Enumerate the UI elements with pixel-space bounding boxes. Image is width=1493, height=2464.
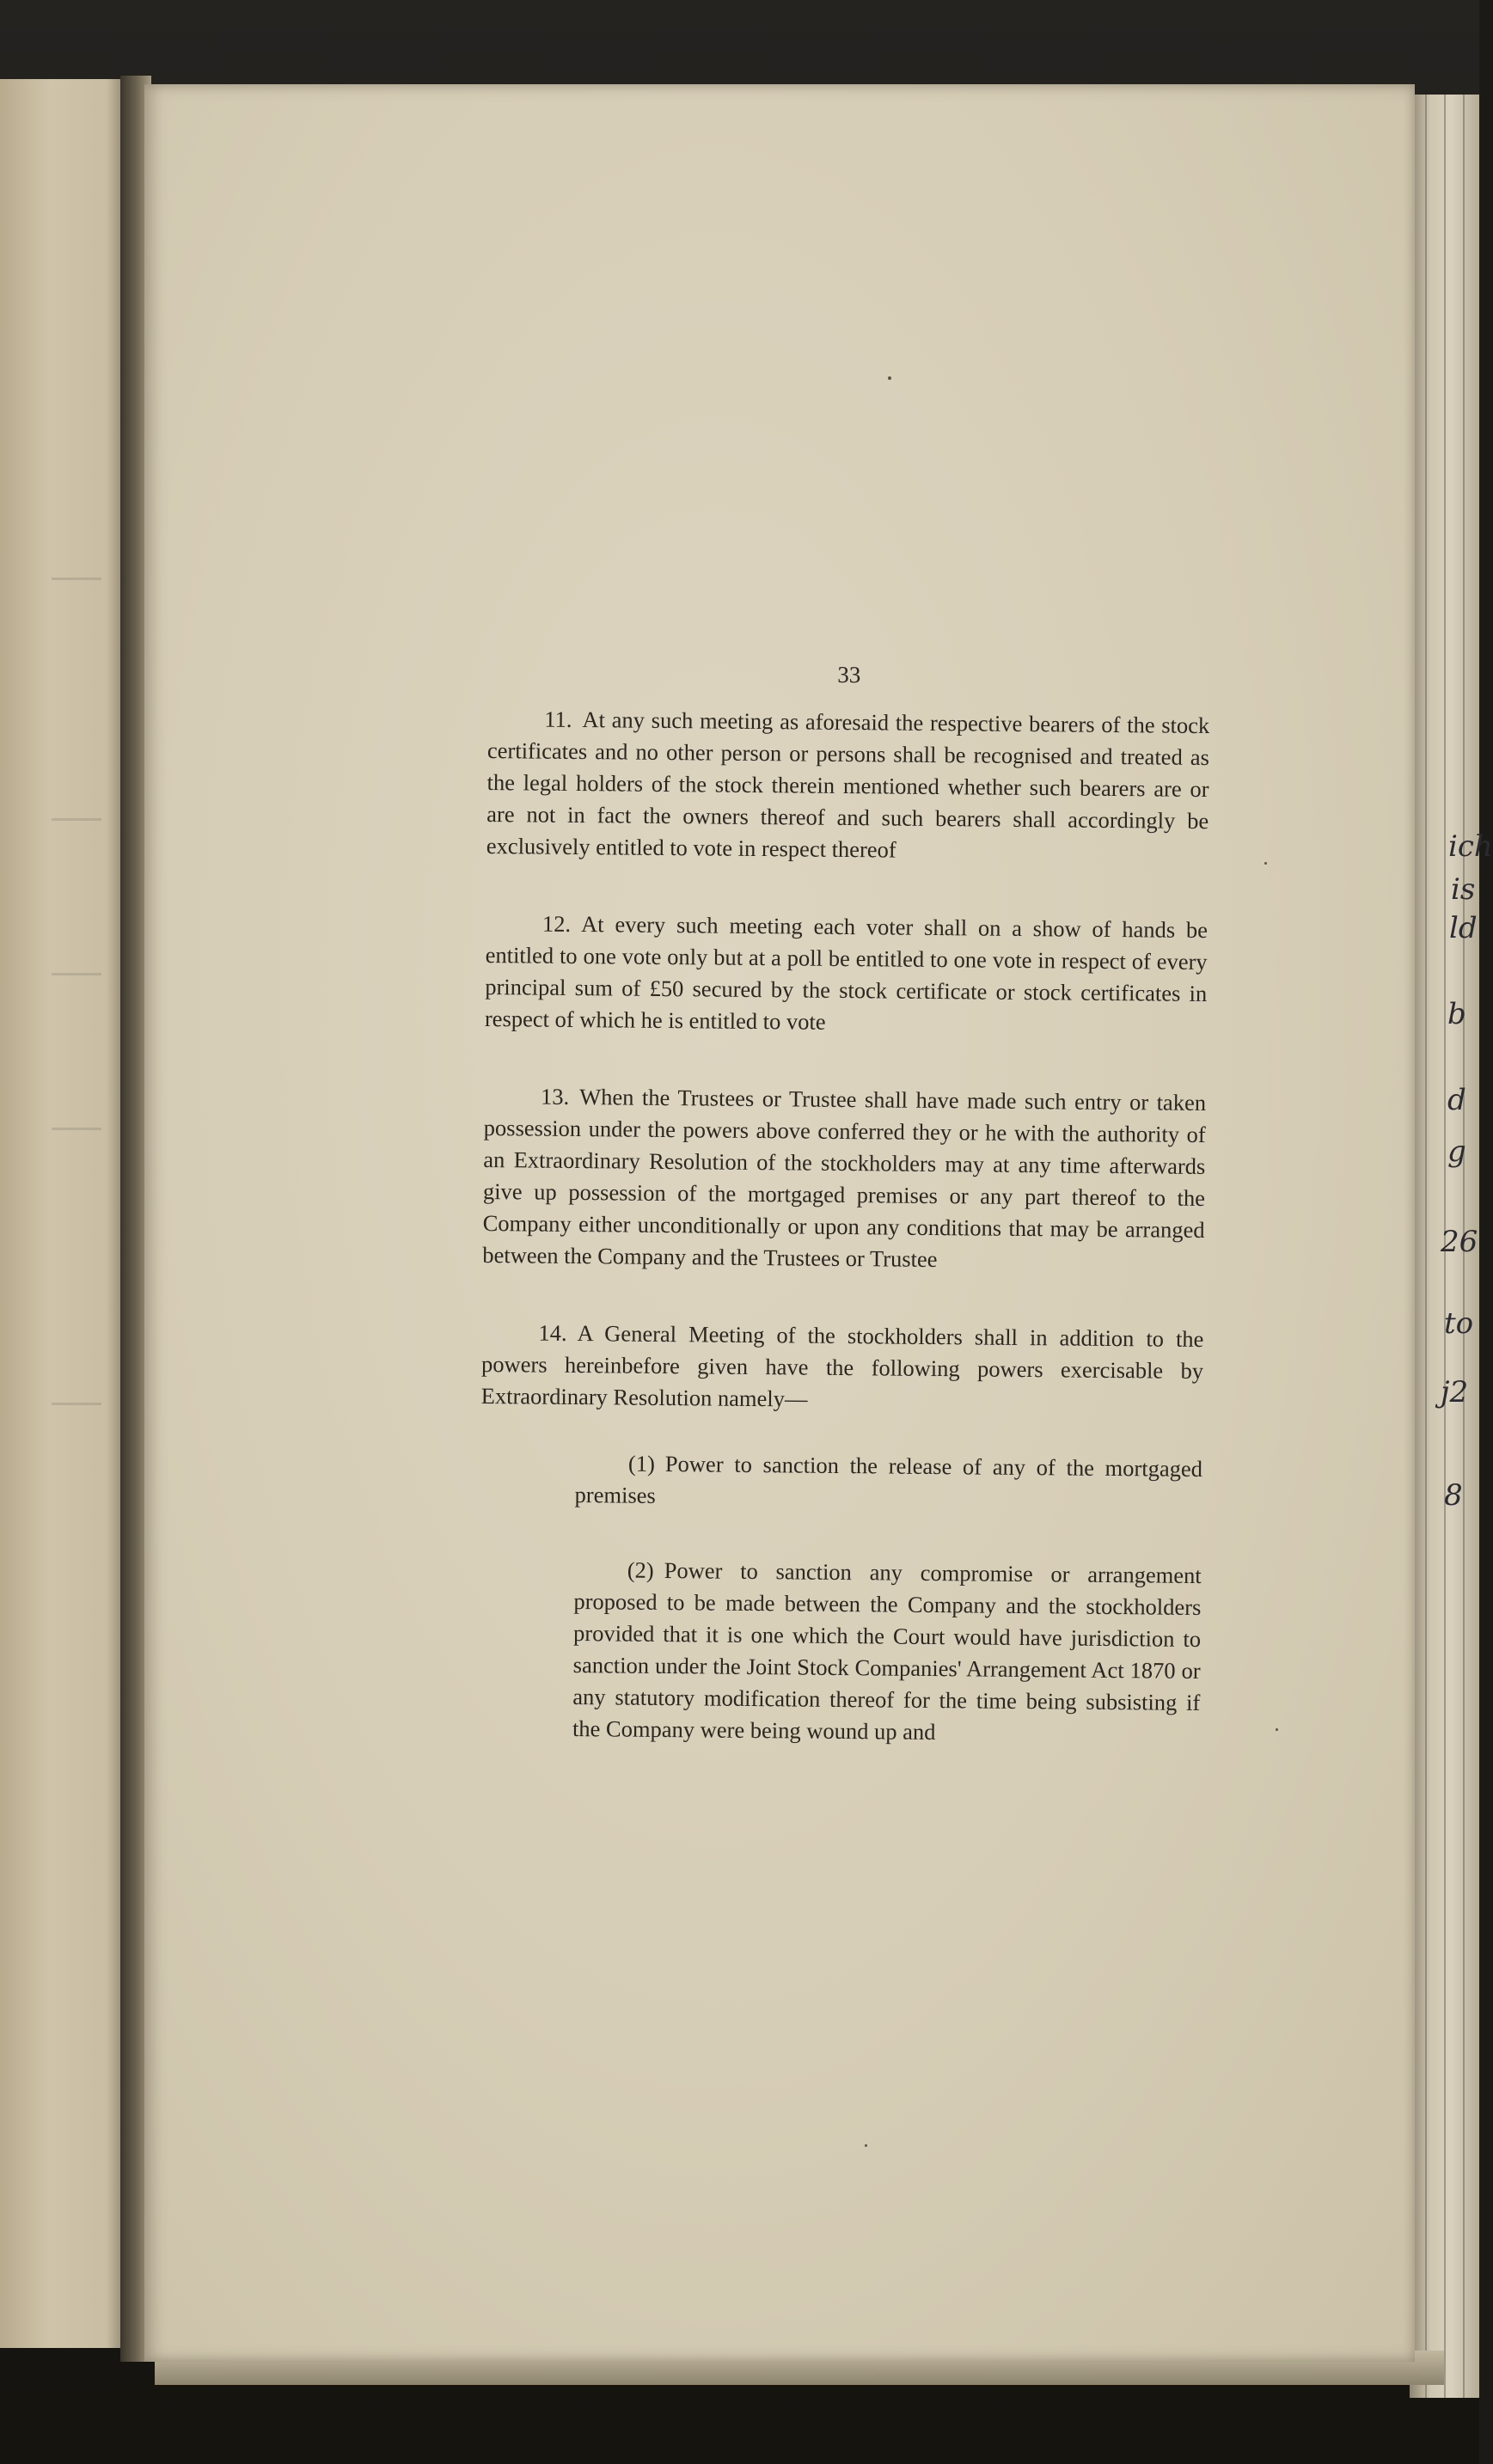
margin-mark bbox=[52, 1128, 101, 1130]
margin-handwriting: g bbox=[1447, 1134, 1466, 1169]
margin-mark bbox=[52, 818, 101, 821]
page-text bbox=[478, 656, 1210, 1751]
margin-mark bbox=[52, 1403, 101, 1405]
margin-handwriting: 8 bbox=[1444, 1478, 1463, 1513]
margin-mark bbox=[52, 973, 101, 975]
subclause-text: Power to sanction the release of any of the mortgaged premises bbox=[574, 1451, 1203, 1508]
margin-handwriting: 26 bbox=[1441, 1225, 1478, 1259]
margin-handwriting: j2 bbox=[1441, 1375, 1469, 1409]
clause-text: A General Meeting of the stockholders shall in addition to the powers hereinbefore given have the following powers exercisable by Extraordinary Resolution namely— bbox=[480, 1320, 1204, 1412]
subclause-number: (2) bbox=[627, 1556, 654, 1583]
printed-page bbox=[144, 84, 1415, 2362]
left-facing-page bbox=[0, 79, 125, 2348]
clause-11 bbox=[486, 703, 1210, 869]
page-number: 33 bbox=[837, 661, 861, 688]
clause-number: 13. bbox=[540, 1083, 570, 1110]
margin-mark bbox=[52, 578, 101, 580]
clause-number: 12. bbox=[542, 910, 572, 937]
clause-text: At every such meeting each voter shall on a show of hands be entitled to one vote only but at a poll be entitled to one vote in respect of every principal sum of £50 secured by the stock certificate or stock certificates in respect of which he is entitled to vote bbox=[484, 911, 1208, 1035]
clause-text: At any such meeting as aforesaid the respective bearers of the stock certificates and no other person or persons shall be recognised and treated as the legal holders of the stock therein mentioned whether such bearers are or are not in fact the owners thereof and such bearers shall accordingly be exclusively entitled to vote in respect thereof bbox=[486, 706, 1210, 863]
clause-14 bbox=[481, 1317, 1204, 1419]
subclause-text: Power to sanction any compromise or arrangement proposed to be made between the Company and the stockholders provided that it is one which the Court would have jurisdiction to sanction under the Joint Stock Companies' Arrangement Act 1870 or any statutory modification thereof for the time being subsisting if the Company were being wound up and bbox=[572, 1557, 1202, 1746]
clause-text: When the Trustees or Trustee shall have made such entry or taken possession under the powers above conferred they or he with the authority of an Extraordinary Resolution of the stockholders may at any time afterwards give up possession of the mortgaged premises or any part thereof to the Company either unconditionally or upon any conditions that may be arranged between the Company and the Trustees or Trustee bbox=[482, 1084, 1207, 1273]
clause-number: 11. bbox=[544, 706, 572, 732]
clause-number: 14. bbox=[538, 1319, 567, 1346]
margin-handwriting: b bbox=[1447, 997, 1466, 1031]
clause-13 bbox=[482, 1080, 1206, 1278]
margin-handwriting: ld bbox=[1449, 911, 1478, 945]
subclause-2 bbox=[572, 1554, 1202, 1751]
margin-handwriting: to bbox=[1444, 1306, 1474, 1341]
clause-12 bbox=[485, 908, 1208, 1042]
margin-handwriting: is bbox=[1451, 872, 1476, 907]
margin-handwriting: ich bbox=[1448, 829, 1493, 864]
subclause-number: (1) bbox=[627, 1450, 656, 1477]
subclause-1 bbox=[574, 1447, 1202, 1517]
margin-handwriting: d bbox=[1447, 1083, 1466, 1117]
